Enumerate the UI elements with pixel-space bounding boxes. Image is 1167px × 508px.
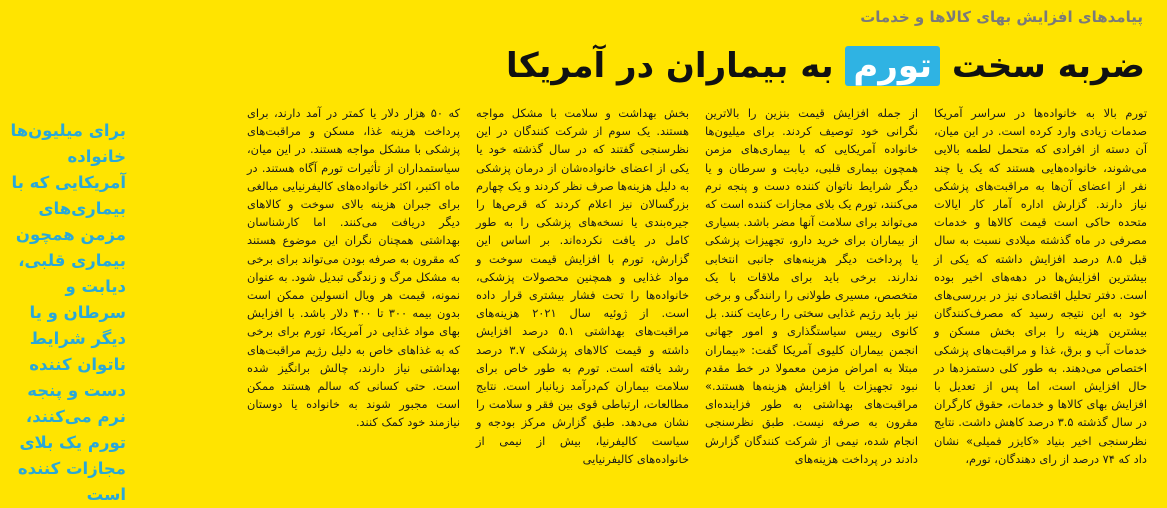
column-1-text: تورم بالا به خانواده‌ها در سراسر آمریکا صدمات زیادی وارد کرده است. در این میان، آن دسته از افرادی که متحمل لطمه بالایی می‌شوند، خانواده‌هایی هستند که یک یا چند نفر از اعضای آن‌ها به مراقبت‌های پزشکی نیاز دارند. گزارش اداره آمار کار ایالات متحده حاکی است قیمت کالاها و خدمات مصرفی در ماه گذشته میلادی نسبت به سال قبل ۸.۵ درصد افزایش داشته که یکی از بیشترین افزایش‌ها در دهه‌های اخیر بوده است. دفتر تحلیل اقتصادی نیز در بررسی‌های خود به این نتیجه رسید که مصرف‌کنندگان بیشترین هزینه را برای بخش مسکن و خدمات آب و برق، غذا و مراقبت‌های پزشکی اختصاص می‌دهند. به طور کلی دستمزدها در حال افزایش است، اما پس از تعدیل با افزایش بهای کالاها و خدمات، حقوق کارگران در سال گذشته ۳.۵ درصد کاهش داشت. نتایج نظرسنجی اخیر بنیاد «کایزر فمیلی» نشان داد که ۷۴ درصد از رای دهندگان، تورم، bbox=[934, 106, 1148, 466]
article-body bbox=[27, 104, 1147, 474]
column-4-text: که ۵۰ هزار دلار یا کمتر در آمد دارند، برای پرداخت هزینه غذا، مسکن و مراقبت‌های پزشکی با مشکل مواجه هستند. در این میان، سیاستمداران از تأثیرات تورم آگاه هستند. در ماه اکتبر، اکثر خانواده‌های کالیفرنیایی مبالغی برای جبران هزینه بالای سوخت و کالاهای دیگر دریافت می‌کنند. اما کارشناسان بهداشتی همچنان نگران این موضوع هستند که مقرون به صرفه بودن می‌تواند برای برخی به مشکل مرگ و زندگی تبدیل شود. به عنوان نمونه، قیمت هر ویال انسولین ممکن است بدون بیمه ۳۰۰ تا ۴۰۰ دلار باشد. با افزایش بهای مواد غذایی در آمریکا، تورم برای برخی که به غذاهای خاص به دلیل رژیم مراقبت‌های بهداشتی نیاز دارند، چالش برانگیز شده است. حتی کسانی که سالم هستند ممکن است مجبور شوند به خانواده یا دوستان نیازمند خود کمک کنند. bbox=[247, 106, 460, 430]
article-column-3 bbox=[476, 104, 689, 474]
article-column-1 bbox=[934, 104, 1147, 474]
pull-quote: برای میلیون‌ها خانواده آمریکایی که با بیماری‌های مزمن همچون بیماری قلبی، دیابت و سرطان و یا دیگر شرایط ناتوان کننده دست و پنجه نرم می‌کنند، تورم یک بلای مجازات کننده است bbox=[10, 121, 126, 504]
article-headline bbox=[506, 40, 1145, 92]
headline-text-after: به بیماران در آمریکا bbox=[506, 46, 846, 86]
article-kicker: پیامدهای افزایش بهای کالاها و خدمات bbox=[860, 8, 1143, 26]
article-column-4 bbox=[247, 104, 460, 474]
article-column-2 bbox=[705, 104, 918, 474]
headline-highlight: تورم bbox=[845, 46, 940, 86]
column-3-text: بخش بهداشت و سلامت با مشکل مواجه هستند. یک سوم از شرکت کنندگان در این نظرسنجی گفتند که در سال گذشته خود یا یکی از اعضای خانواده‌شان از درمان پزشکی به دلیل هزینه‌ها صرف نظر کردند و یک چهارم بزرگسالان نیز اعلام کردند که قرص‌ها را جیره‌بندی یا نسخه‌های پزشکی را به طور کامل در یافت نکرده‌اند. بر اساس این گزارش، تورم با افزایش قیمت سوخت و مواد غذایی و همچنین محصولات پزشکی، خانواده‌ها را تحت فشار بیشتری قرار داده است. از ژوئیه سال ۲۰۲۱ هزینه‌های مراقبت‌های بهداشتی ۵.۱ درصد افزایش داشته و قیمت کالاهای پزشکی ۳.۷ درصد رشد یافته است. تورم به طور خاص برای سلامت بیماران کم‌درآمد زیانبار است. نتایج مطالعات، ارتباطی قوی بین فقر و سلامت را نشان می‌دهد. طبق گزارش مرکز بودجه و سیاست کالیفرنیا، بیش از نیمی از خانواده‌های کالیفرنیایی bbox=[475, 106, 689, 466]
headline-text-before: ضربه سخت bbox=[940, 46, 1145, 86]
column-2-text: از جمله افزایش قیمت بنزین را بالاترین نگرانی خود توصیف کردند. برای میلیون‌ها خانواده آمریکایی که با بیماری‌های مزمن همچون بیماری قلبی، دیابت و سرطان و یا دیگر شرایط ناتوان کننده دست و پنجه نرم می‌کنند، تورم یک بلای مجازات کننده است که می‌تواند برای سلامت آنها مضر باشد. بسیاری از بیماران برای خرید دارو، تجهیزات پزشکی یا پرداخت دیگر هزینه‌های جانبی انتخابی ندارند. برخی باید برای ملاقات با یک متخصص، مسیری طولانی را رانندگی و برخی نیز باید رژیم غذایی سختی را رعایت کنند. بل کانوی رییس سیاستگذاری و امور جهانی انجمن بیماران کلیوی آمریکا گفت: «بیماران مبتلا به امراض مزمن معمولا در خط مقدم نبود تجهیزات یا افزایش هزینه‌ها هستند.» مراقبت‌های بهداشتی به طور فزاینده‌ای مقرون به صرفه نیست. طبق نظرسنجی انجام شده، نیمی از شرکت کنندگان گزارش دادند در پرداخت هزینه‌های bbox=[705, 106, 918, 466]
